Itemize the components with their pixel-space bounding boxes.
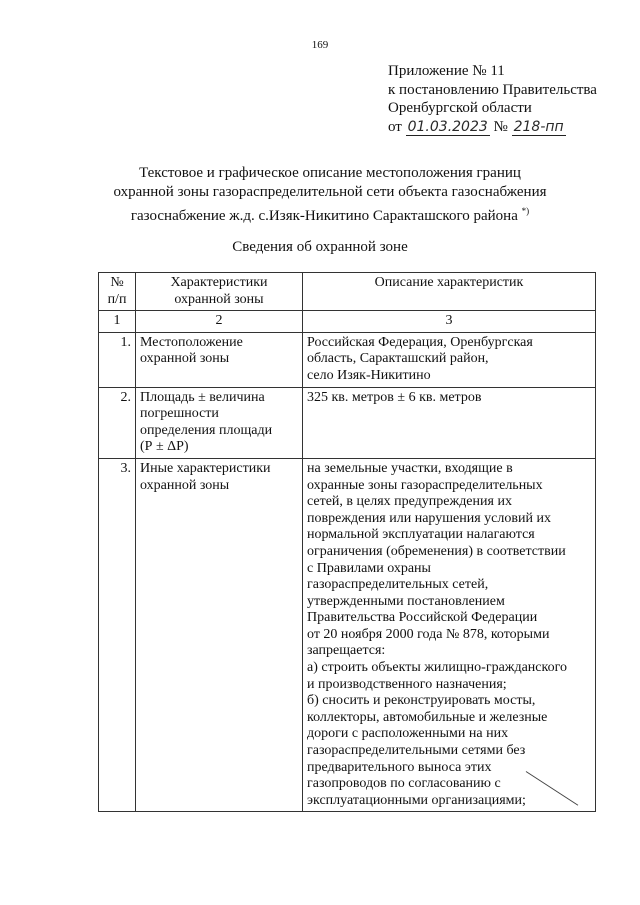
row-description-line: повреждения или нарушения условий их <box>307 510 551 526</box>
row-characteristic-line: определения площади <box>140 422 273 438</box>
title-line-2: охранной зоны газораспределительной сети объекта газоснабжения <box>113 184 547 200</box>
number-prefix: № <box>493 118 508 135</box>
index-cell-3: 3 <box>303 311 596 333</box>
row-description-line: нормальной эксплуатации налагаются <box>307 527 535 543</box>
row-description-line: на земельные участки, входящие в <box>307 460 513 476</box>
page-number: 169 <box>311 39 329 51</box>
row-description-line: газораспределительных сетей, <box>307 577 489 593</box>
row-characteristic <box>136 458 303 811</box>
header-characteristics-line-1: Характеристики <box>170 275 268 290</box>
row-description-line: Правительства Российской Федерации <box>307 610 538 626</box>
row-description-line: и производственного назначения; <box>307 676 507 692</box>
row-description-line: охранные зоны газораспределительных <box>307 477 543 493</box>
row-description-line: сетей, в целях предупреждения их <box>307 494 512 510</box>
index-cell-1: 1 <box>99 311 136 333</box>
table-row-area <box>99 387 596 458</box>
row-characteristic-line: Иные характеристики <box>140 460 271 476</box>
row-description <box>303 458 596 811</box>
title-line-1: Текстовое и графическое описание местоположения границ <box>139 165 521 181</box>
section-title: Сведения об охранной зоне <box>232 239 408 255</box>
appendix-date-row <box>388 118 597 137</box>
appendix-region: Оренбургской области <box>388 100 532 116</box>
header-characteristics <box>136 273 303 311</box>
row-number: 2. <box>99 387 136 458</box>
header-number-line-1: № <box>110 275 124 290</box>
row-description-line: предварительного выноса этих <box>307 759 492 775</box>
title-line-3 <box>100 202 560 226</box>
row-description-line: область, Саракташский район, <box>307 351 489 367</box>
row-description <box>303 387 596 458</box>
header-number-line-2: п/п <box>107 291 127 307</box>
handwritten-date: 01.03.2023 <box>407 118 488 135</box>
document-title <box>100 164 560 226</box>
row-characteristic <box>136 332 303 387</box>
row-description-line: Российская Федерация, Оренбургская <box>307 334 533 350</box>
row-description-line: с Правилами охраны <box>307 560 431 576</box>
row-description-line: дороги с расположенными на них <box>307 726 509 742</box>
row-description-line: газораспределительными сетями без <box>307 743 526 759</box>
row-characteristic-line: погрешности <box>140 406 219 422</box>
row-description-line: а) строить объекты жилищно-гражданского <box>307 660 567 676</box>
row-description-line: село Изяк-Никитино <box>307 367 431 383</box>
title-line-3-text: газоснабжение ж.д. с.Изяк-Никитино Саракташского района <box>130 208 518 224</box>
date-prefix: от <box>388 118 402 135</box>
handwritten-number: 218-пп <box>513 118 564 135</box>
row-characteristic-line: (Р ± ΔР) <box>140 439 189 455</box>
row-description-line: запрещается: <box>307 643 386 659</box>
table-row-location <box>99 332 596 387</box>
header-number <box>99 273 136 311</box>
table-header-row <box>99 273 596 311</box>
appendix-block <box>388 62 597 136</box>
zone-table <box>98 272 596 812</box>
appendix-resolution: к постановлению Правительства <box>388 81 597 98</box>
header-characteristics-line-2: охранной зоны <box>174 291 264 307</box>
row-description-line: ограничения (обременения) в соответствии <box>307 543 566 559</box>
index-cell-2: 2 <box>136 311 303 333</box>
row-characteristic <box>136 387 303 458</box>
row-number: 3. <box>99 458 136 811</box>
footnote-mark: *) <box>521 206 530 216</box>
row-number: 1. <box>99 332 136 387</box>
row-description-line: эксплуатационными организациями; <box>307 792 526 808</box>
row-description-line: утвержденными постановлением <box>307 593 505 609</box>
header-description: Описание характеристик <box>303 273 596 311</box>
row-description <box>303 332 596 387</box>
row-description-line: б) сносить и реконструировать мосты, <box>307 693 536 709</box>
row-characteristic-line: охранной зоны <box>140 351 230 367</box>
table-index-row <box>99 311 596 333</box>
row-description-line: газопроводов по согласованию с <box>307 776 501 792</box>
row-description-line: коллекторы, автомобильные и железные <box>307 709 548 725</box>
row-description-line: 325 кв. метров ± 6 кв. метров <box>307 389 482 405</box>
row-characteristic-line: охранной зоны <box>140 477 230 493</box>
row-characteristic-line: Площадь ± величина <box>140 389 265 405</box>
table-row-other <box>99 458 596 811</box>
row-description-line: от 20 ноября 2000 года № 878, которыми <box>307 626 550 642</box>
row-characteristic-line: Местоположение <box>140 334 243 350</box>
appendix-label: Приложение № 11 <box>388 63 505 79</box>
